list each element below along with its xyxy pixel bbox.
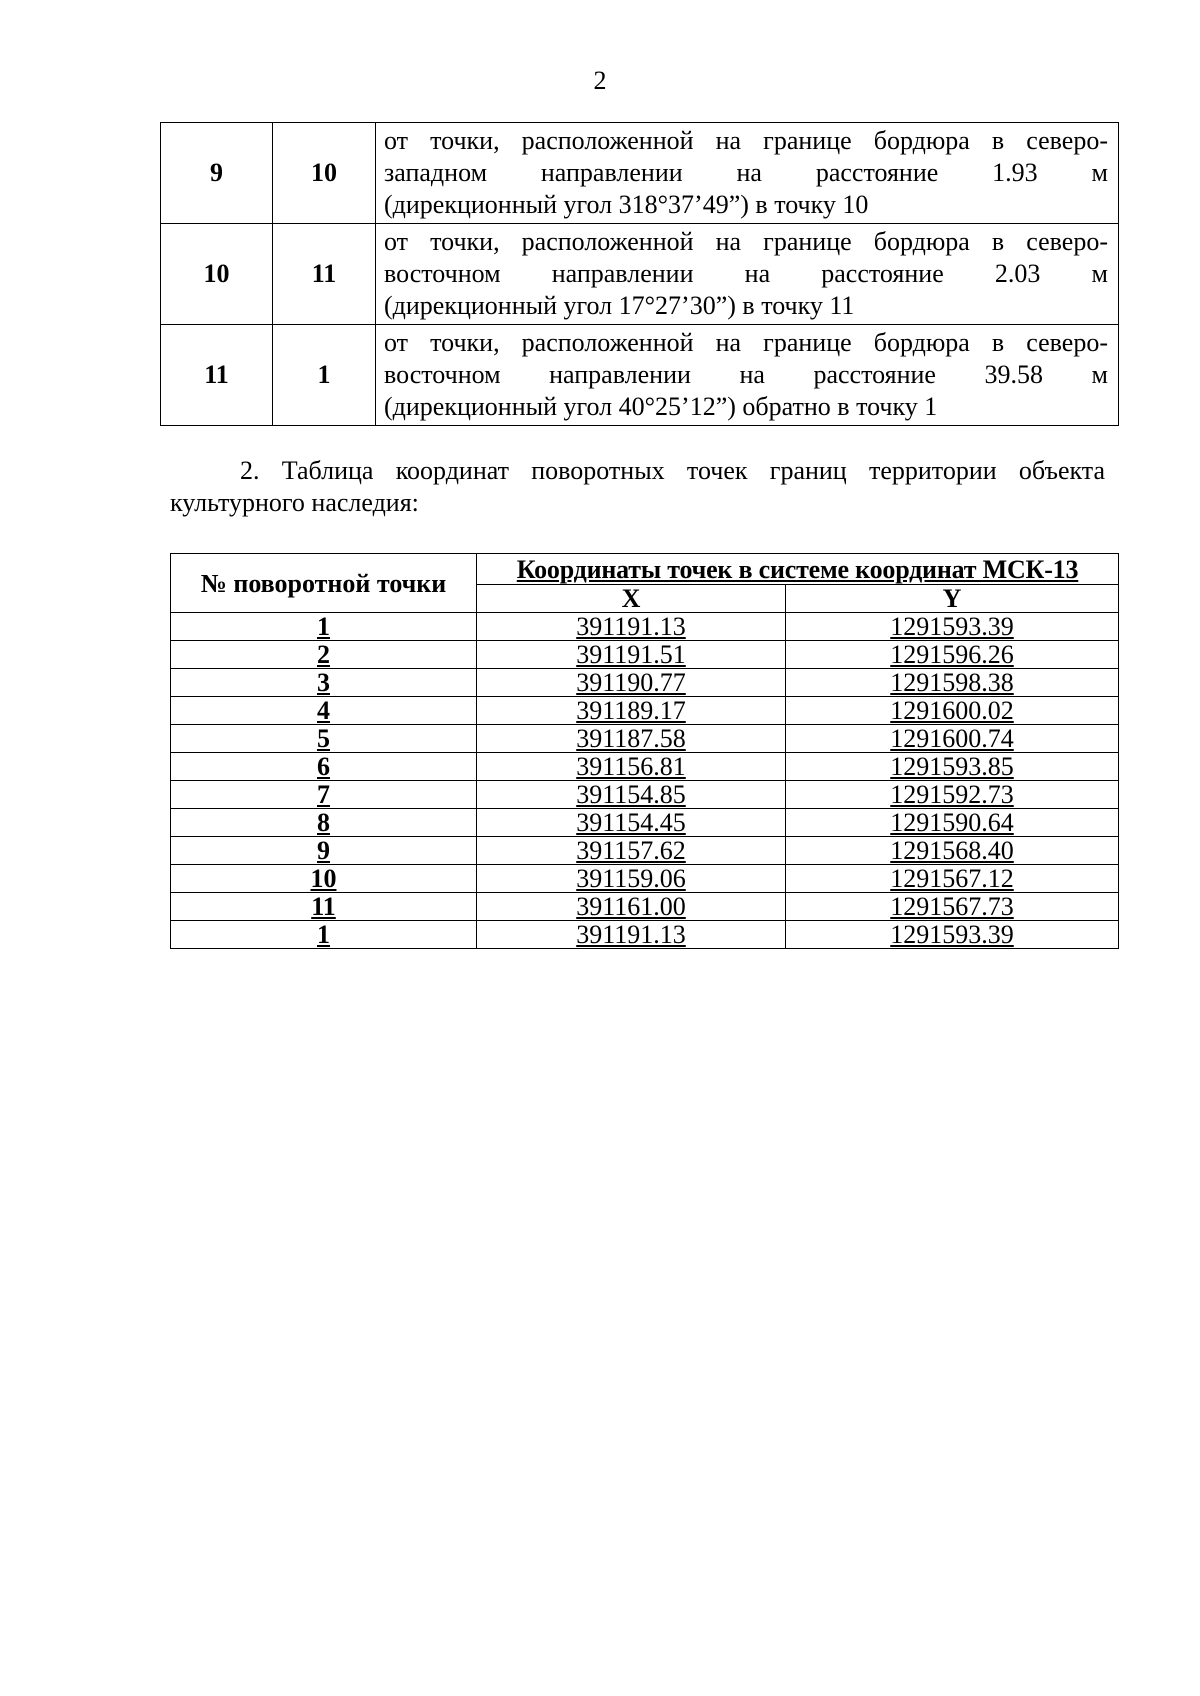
point-number: 10 [310, 864, 337, 893]
to-point: 11 [273, 224, 376, 325]
x-cell [477, 753, 786, 781]
description-line-2: восточном направлении на расстояние 2.03 м [384, 259, 1108, 288]
y-cell [786, 669, 1119, 697]
y-cell [786, 613, 1119, 641]
y-cell [786, 809, 1119, 837]
x-value: 391157.62 [576, 836, 686, 865]
description-line-2: восточном направлении на расстояние 39.58 м [384, 360, 1108, 389]
x-cell [477, 697, 786, 725]
point-number-cell [171, 725, 477, 753]
x-value: 391154.45 [576, 808, 686, 837]
coordinates-row [171, 865, 1119, 893]
boundary-description-body [161, 123, 1119, 426]
point-number-cell [171, 809, 477, 837]
y-value: 1291567.12 [890, 864, 1014, 893]
point-number-cell [171, 781, 477, 809]
y-cell [786, 641, 1119, 669]
x-cell [477, 921, 786, 949]
from-point: 9 [161, 123, 273, 224]
point-number-cell [171, 837, 477, 865]
caption-line-2: культурного наследия: [170, 488, 419, 517]
point-number: 1 [317, 920, 330, 949]
y-value: 1291596.26 [890, 640, 1014, 669]
y-value: 1291593.39 [890, 612, 1014, 641]
segment-description [376, 123, 1119, 224]
x-value: 391187.58 [576, 724, 686, 753]
page-number: 2 [593, 66, 607, 95]
description-line-1: от точки, расположенной на границе бордюра в северо- [384, 227, 1108, 256]
description-row [161, 325, 1119, 426]
x-cell [477, 893, 786, 921]
point-number: 1 [317, 612, 330, 641]
point-number-cell [171, 641, 477, 669]
segment-description [376, 325, 1119, 426]
point-number: 6 [317, 752, 330, 781]
x-value: 391189.17 [576, 696, 686, 725]
coordinates-row [171, 641, 1119, 669]
x-cell [477, 613, 786, 641]
to-point: 1 [273, 325, 376, 426]
coordinates-row [171, 613, 1119, 641]
x-cell [477, 669, 786, 697]
y-value: 1291567.73 [890, 892, 1014, 921]
point-number-cell [171, 921, 477, 949]
point-number-cell [171, 613, 477, 641]
description-line-1: от точки, расположенной на границе бордюра в северо- [384, 126, 1108, 155]
point-number: 3 [317, 668, 330, 697]
description-line-3: (дирекционный угол 17°27’30”) в точку 11 [384, 291, 855, 320]
coordinates-body [171, 613, 1119, 949]
point-number: 8 [317, 808, 330, 837]
coordinates-row [171, 753, 1119, 781]
y-cell [786, 753, 1119, 781]
caption-line-1: 2. Таблица координат поворотных точек границ территории объекта [240, 456, 1105, 485]
x-value: 391191.51 [576, 640, 686, 669]
point-number: 5 [317, 724, 330, 753]
description-row [161, 123, 1119, 224]
y-header: Y [786, 585, 1119, 613]
x-cell [477, 865, 786, 893]
y-value: 1291600.02 [890, 696, 1014, 725]
y-cell [786, 865, 1119, 893]
point-number: 4 [317, 696, 330, 725]
point-number-cell [171, 753, 477, 781]
x-cell [477, 641, 786, 669]
y-value: 1291593.85 [890, 752, 1014, 781]
y-value: 1291568.40 [890, 836, 1014, 865]
description-line-2: западном направлении на расстояние 1.93 м [384, 158, 1108, 187]
boundary-description-table [160, 122, 1119, 426]
point-number: 9 [317, 836, 330, 865]
y-cell [786, 893, 1119, 921]
x-value: 391161.00 [576, 892, 686, 921]
x-value: 391159.06 [576, 864, 686, 893]
y-cell [786, 781, 1119, 809]
point-number-cell [171, 865, 477, 893]
segment-description [376, 224, 1119, 325]
x-value: 391191.13 [576, 612, 686, 641]
point-number: 11 [311, 892, 336, 921]
coordinates-row [171, 781, 1119, 809]
coordinates-table-caption [170, 455, 1105, 519]
coordinates-group-header: Координаты точек в системе координат МСК-13 [477, 554, 1119, 585]
y-cell [786, 921, 1119, 949]
to-point: 10 [273, 123, 376, 224]
x-value: 391154.85 [576, 780, 686, 809]
x-value: 391190.77 [576, 668, 686, 697]
y-cell [786, 697, 1119, 725]
x-cell [477, 809, 786, 837]
y-cell [786, 725, 1119, 753]
point-number: 7 [317, 780, 330, 809]
from-point: 10 [161, 224, 273, 325]
description-row [161, 224, 1119, 325]
point-number: 2 [317, 640, 330, 669]
y-value: 1291600.74 [890, 724, 1014, 753]
coordinates-row [171, 921, 1119, 949]
description-line-1: от точки, расположенной на границе бордюра в северо- [384, 328, 1108, 357]
y-value: 1291592.73 [890, 780, 1014, 809]
x-header: X [477, 585, 786, 613]
y-value: 1291590.64 [890, 808, 1014, 837]
x-value: 391156.81 [576, 752, 686, 781]
coordinates-header-row [171, 554, 1119, 585]
y-cell [786, 837, 1119, 865]
coordinates-row [171, 725, 1119, 753]
coordinates-table [170, 553, 1119, 949]
point-number-cell [171, 669, 477, 697]
coordinates-row [171, 669, 1119, 697]
x-value: 391191.13 [576, 920, 686, 949]
point-number-cell [171, 893, 477, 921]
point-number-header: № поворотной точки [171, 554, 477, 613]
description-line-3: (дирекционный угол 318°37’49”) в точку 10 [384, 190, 869, 219]
x-cell [477, 837, 786, 865]
x-cell [477, 725, 786, 753]
coordinates-row [171, 697, 1119, 725]
from-point: 11 [161, 325, 273, 426]
point-number-cell [171, 697, 477, 725]
description-line-3: (дирекционный угол 40°25’12”) обратно в точку 1 [384, 392, 938, 421]
coordinates-row [171, 837, 1119, 865]
coordinates-row [171, 893, 1119, 921]
coordinates-row [171, 809, 1119, 837]
x-cell [477, 781, 786, 809]
y-value: 1291593.39 [890, 920, 1014, 949]
y-value: 1291598.38 [890, 668, 1014, 697]
